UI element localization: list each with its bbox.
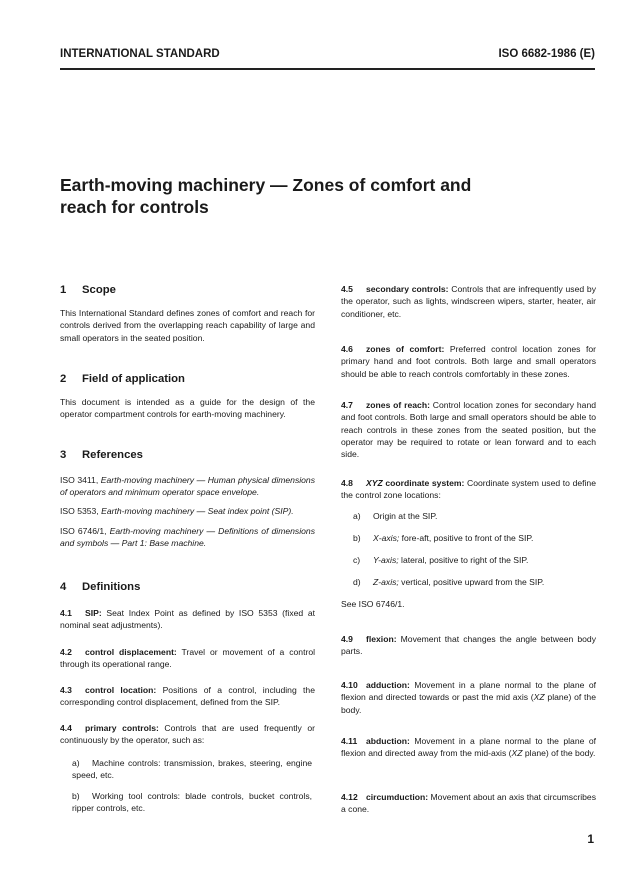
- definition-4-4-item-a: a) Machine controls: transmission, brakes, steering, engine speed, etc.: [72, 758, 312, 781]
- header-standard-number: ISO 6682-1986 (E): [498, 48, 595, 60]
- definition-4-11: 4.11 abduction: Movement in a plane normal to the plane of flexion and directed away from the mid-axis (XZ plane) of the body.: [341, 736, 596, 759]
- definition-4-1: 4.1 SIP: Seat Index Point as defined by ISO 5353 (fixed at nominal seat adjustments).: [60, 608, 315, 631]
- section-2-text: This document is intended as a guide for the design of the operator compartment controls for earth-moving machinery.: [60, 397, 315, 420]
- definition-4-2: 4.2 control displacement: Travel or movement of a control through its operational range.: [60, 647, 316, 670]
- header-rule: [60, 68, 595, 70]
- title-line-1: Earth-moving machinery — Zones of comfort and: [60, 175, 472, 195]
- title-line-2: reach for controls: [60, 197, 209, 217]
- section-4-heading: 4 Definitions: [60, 581, 141, 593]
- definition-4-12: 4.12 circumduction: Movement about an axis that circumscribes a cone.: [341, 792, 596, 815]
- reference-iso-6746-1: ISO 6746/1, Earth-moving machinery — Definitions of dimensions and symbols — Part 1: Base machine.: [60, 526, 315, 549]
- section-1-heading: 1 Scope: [60, 284, 116, 296]
- section-2-heading: 2 Field of application: [60, 373, 185, 385]
- definition-4-5: 4.5 secondary controls: Controls that are infrequently used by the operator, such as lights, windscreen wipers, starter, heater, air conditioner, etc.: [341, 284, 596, 319]
- definition-4-8-item-c: c) Y-axis; lateral, positive to right of the SIP.: [353, 555, 529, 565]
- reference-iso-3411: ISO 3411, Earth-moving machinery — Human physical dimensions of operators and minimum operator space envelope.: [60, 475, 316, 498]
- definition-4-8-item-a: a) Origin at the SIP.: [353, 511, 438, 521]
- running-header: [60, 48, 595, 66]
- page-number: 1: [587, 832, 594, 846]
- header-standard-type: INTERNATIONAL STANDARD: [60, 48, 220, 60]
- see-reference: See ISO 6746/1.: [341, 599, 405, 609]
- definition-4-6: 4.6 zones of comfort: Preferred control location zones for primary hand and foot controls. Both large and small operators should be able to reach controls comfortably in these zones.: [341, 344, 596, 379]
- reference-iso-5353: ISO 5353, Earth-moving machinery — Seat index point (SIP).: [60, 506, 294, 516]
- definition-4-7: 4.7 zones of reach: Control location zones for secondary hand and foot controls. Both large and small operators should be able to reach controls in these zones from the seated position, but the operator may be required to rotate or lean forward and to each side.: [341, 400, 596, 460]
- definition-4-9: 4.9 flexion: Movement that changes the angle between body parts.: [341, 634, 596, 657]
- section-3-heading: 3 References: [60, 449, 143, 461]
- definition-4-8-item-b: b) X-axis; fore-aft, positive to front of the SIP.: [353, 533, 534, 543]
- definition-4-10: 4.10 adduction: Movement in a plane normal to the plane of flexion and directed towards or past the mid axis (XZ plane) of the body.: [341, 680, 596, 715]
- definition-4-8: 4.8 XYZ coordinate system: Coordinate system used to define the control zone locations:: [341, 478, 596, 501]
- definition-4-4-item-b: b) Working tool controls: blade controls, bucket controls, ripper controls, etc.: [72, 791, 312, 814]
- definition-4-4: 4.4 primary controls: Controls that are used frequently or continuously by the operator, such as:: [60, 723, 315, 746]
- document-title: [60, 174, 560, 218]
- section-1-text: This International Standard defines zones of comfort and reach for controls derived from the overlapping reach capability of large and small operators in the seated position.: [60, 308, 315, 343]
- definition-4-3: 4.3 control location: Positions of a control, including the corresponding control displacement, defined from the SIP.: [60, 685, 315, 708]
- definition-4-8-item-d: d) Z-axis; vertical, positive upward from the SIP.: [353, 577, 545, 587]
